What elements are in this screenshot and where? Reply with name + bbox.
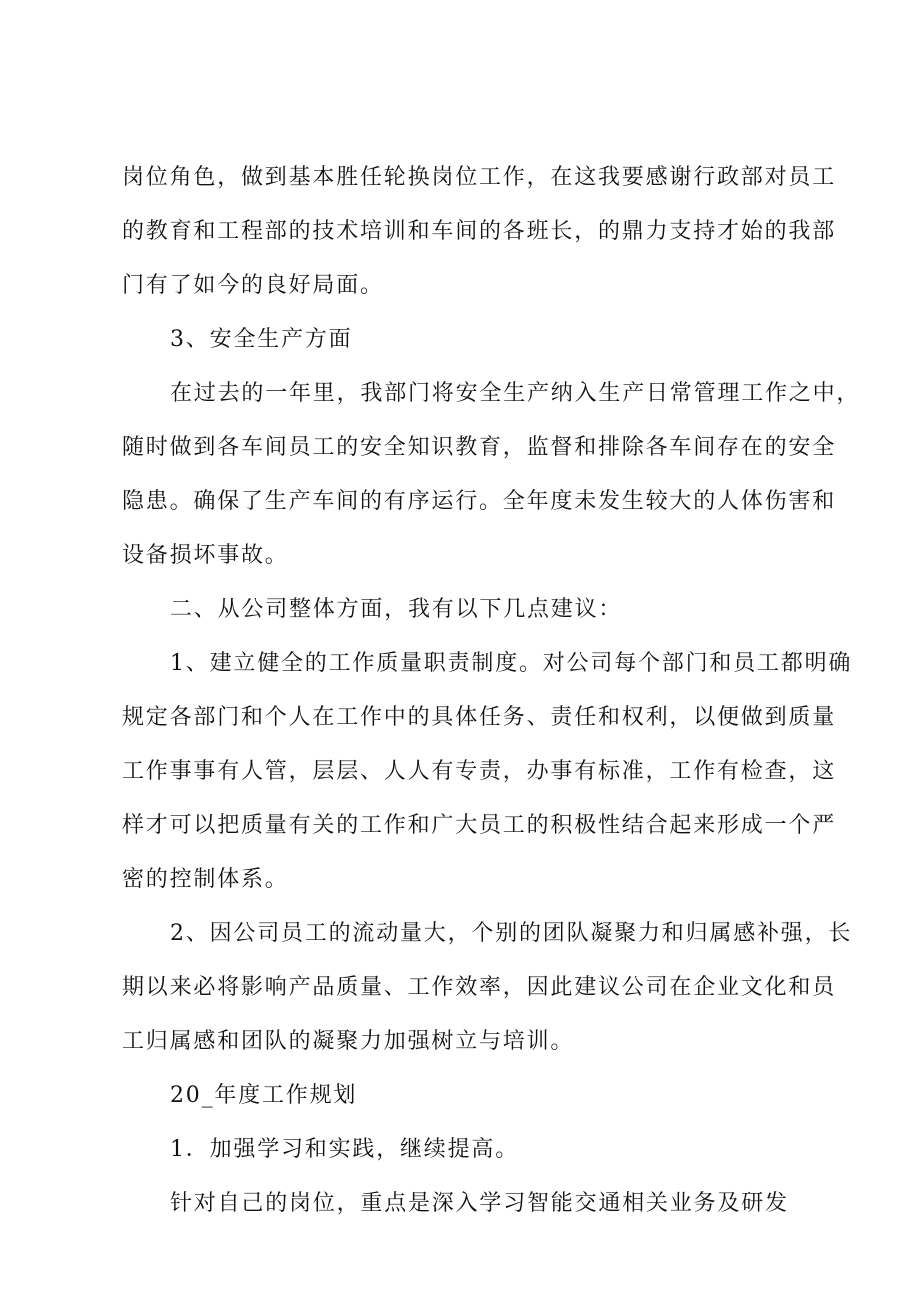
paragraph-line: 的教育和工程部的技术培训和车间的各班长，的鼎力支持才始的我部 xyxy=(122,219,837,244)
paragraph-line: 工归属感和团队的凝聚力加强树立与培训。 xyxy=(122,1029,575,1054)
section-heading: 3、安全生产方面 xyxy=(170,327,353,352)
section-subheading: 1．加强学习和实践，继续提高。 xyxy=(170,1137,519,1162)
section-heading: 20_年度工作规划 xyxy=(170,1083,358,1108)
paragraph-line: 1、建立健全的工作质量职责制度。对公司每个部门和员工都明确 xyxy=(170,651,853,676)
section-heading: 二、从公司整体方面，我有以下几点建议： xyxy=(170,597,623,622)
paragraph-line: 针对自己的岗位，重点是深入学习智能交通相关业务及研发 xyxy=(170,1191,789,1216)
paragraph-line: 密的控制体系。 xyxy=(122,867,289,892)
paragraph-line: 工作事事有人管，层层、人人有专责，办事有标准，工作有检查，这 xyxy=(122,759,837,784)
paragraph-line: 隐患。确保了生产车间的有序运行。全年度未发生较大的人体伤害和 xyxy=(122,489,837,514)
paragraph-line: 规定各部门和个人在工作中的具体任务、责任和权利，以便做到质量 xyxy=(122,705,837,730)
paragraph-line: 期以来必将影响产品质量、工作效率，因此建议公司在企业文化和员 xyxy=(122,975,837,1000)
paragraph-line: 2、因公司员工的流动量大，个别的团队凝聚力和归属感补强，长 xyxy=(170,921,853,946)
paragraph-line: 设备损坏事故。 xyxy=(122,543,289,568)
paragraph-line: 门有了如今的良好局面。 xyxy=(122,273,384,298)
paragraph-line: 在过去的一年里，我部门将安全生产纳入生产日常管理工作之中， xyxy=(170,381,861,406)
paragraph-line: 岗位角色，做到基本胜任轮换岗位工作，在这我要感谢行政部对员工 xyxy=(122,165,837,190)
paragraph-line: 随时做到各车间员工的安全知识教育，监督和排除各车间存在的安全 xyxy=(122,435,837,460)
paragraph-line: 样才可以把质量有关的工作和广大员工的积极性结合起来形成一个严 xyxy=(122,813,837,838)
